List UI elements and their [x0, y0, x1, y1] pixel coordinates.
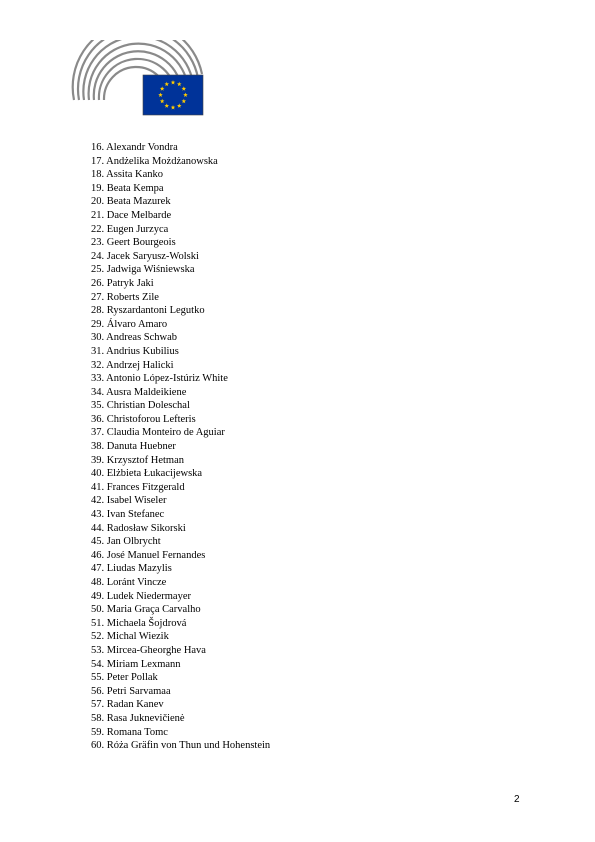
- list-item: 59. Romana Tomc: [91, 726, 168, 738]
- list-item: 31. Andrius Kubilius: [91, 345, 179, 357]
- list-item: 29. Álvaro Amaro: [91, 318, 168, 330]
- list-item: 49. Ludek Niedermayer: [91, 590, 192, 602]
- list-item: 55. Peter Pollak: [91, 672, 158, 684]
- list-item: 18. Assita Kanko: [91, 169, 164, 181]
- list-item: 38. Danuta Huebner: [91, 441, 176, 453]
- list-item: 24. Jacek Saryusz-Wolski: [91, 250, 199, 262]
- list-item: 52. Michal Wiezik: [91, 631, 169, 643]
- list-item: 47. Liudas Mazylis: [91, 563, 172, 575]
- list-item: 53. Mircea-Gheorghe Hava: [91, 644, 206, 656]
- list-item: 43. Ivan Stefanec: [91, 509, 165, 521]
- list-item: 46. José Manuel Fernandes: [91, 549, 206, 561]
- list-item: 42. Isabel Wiseler: [91, 495, 167, 507]
- list-item: 26. Patryk Jaki: [91, 277, 154, 289]
- list-item: 23. Geert Bourgeois: [91, 237, 176, 249]
- page-number: 2: [514, 794, 520, 805]
- list-item: 17. Andżelika Możdżanowska: [91, 155, 218, 167]
- list-item: 22. Eugen Jurzyca: [91, 223, 169, 235]
- list-item: 50. Maria Graça Carvalho: [91, 604, 201, 616]
- list-item: 51. Michaela Šojdrová: [91, 617, 187, 629]
- list-item: 19. Beata Kempa: [91, 182, 164, 194]
- list-item: 60. Róża Gräfin von Thun und Hohenstein: [91, 740, 271, 752]
- list-item: 37. Claudia Monteiro de Aguiar: [91, 427, 225, 439]
- list-item: 54. Miriam Lexmann: [91, 658, 181, 670]
- list-item: 16. Alexandr Vondra: [91, 142, 178, 153]
- eu-flag-icon: [143, 75, 203, 115]
- european-parliament-logo: [70, 40, 206, 118]
- list-item: 36. Christoforou Lefteris: [91, 413, 196, 425]
- list-item: 40. Elżbieta Łukacijewska: [91, 468, 203, 480]
- list-item: 41. Frances Fitzgerald: [91, 481, 185, 493]
- list-item: 20. Beata Mazurek: [91, 196, 171, 208]
- list-item: 48. Loránt Vincze: [91, 577, 167, 588]
- list-item: 35. Christian Doleschal: [91, 400, 190, 412]
- list-item: 58. Rasa Juknevičienė: [91, 712, 185, 724]
- list-item: 44. Radosław Sikorski: [91, 522, 186, 534]
- list-item: 27. Roberts Zile: [91, 291, 159, 303]
- list-item: 56. Petri Sarvamaa: [91, 685, 171, 697]
- list-item: 28. Ryszardantoni Legutko: [91, 305, 205, 317]
- list-item: 34. Ausra Maldeikiene: [91, 386, 187, 398]
- list-item: 21. Dace Melbarde: [91, 209, 172, 221]
- list-item: 25. Jadwiga Wiśniewska: [91, 264, 195, 276]
- list-item: 57. Radan Kanev: [91, 699, 164, 711]
- list-item: 30. Andreas Schwab: [91, 332, 178, 344]
- list-item: 33. Antonio López-Istúriz White: [91, 373, 228, 385]
- member-list: [91, 141, 270, 753]
- list-item: 39. Krzysztof Hetman: [91, 454, 185, 466]
- list-item: 32. Andrzej Halicki: [91, 359, 174, 371]
- list-item: 45. Jan Olbrycht: [91, 536, 161, 548]
